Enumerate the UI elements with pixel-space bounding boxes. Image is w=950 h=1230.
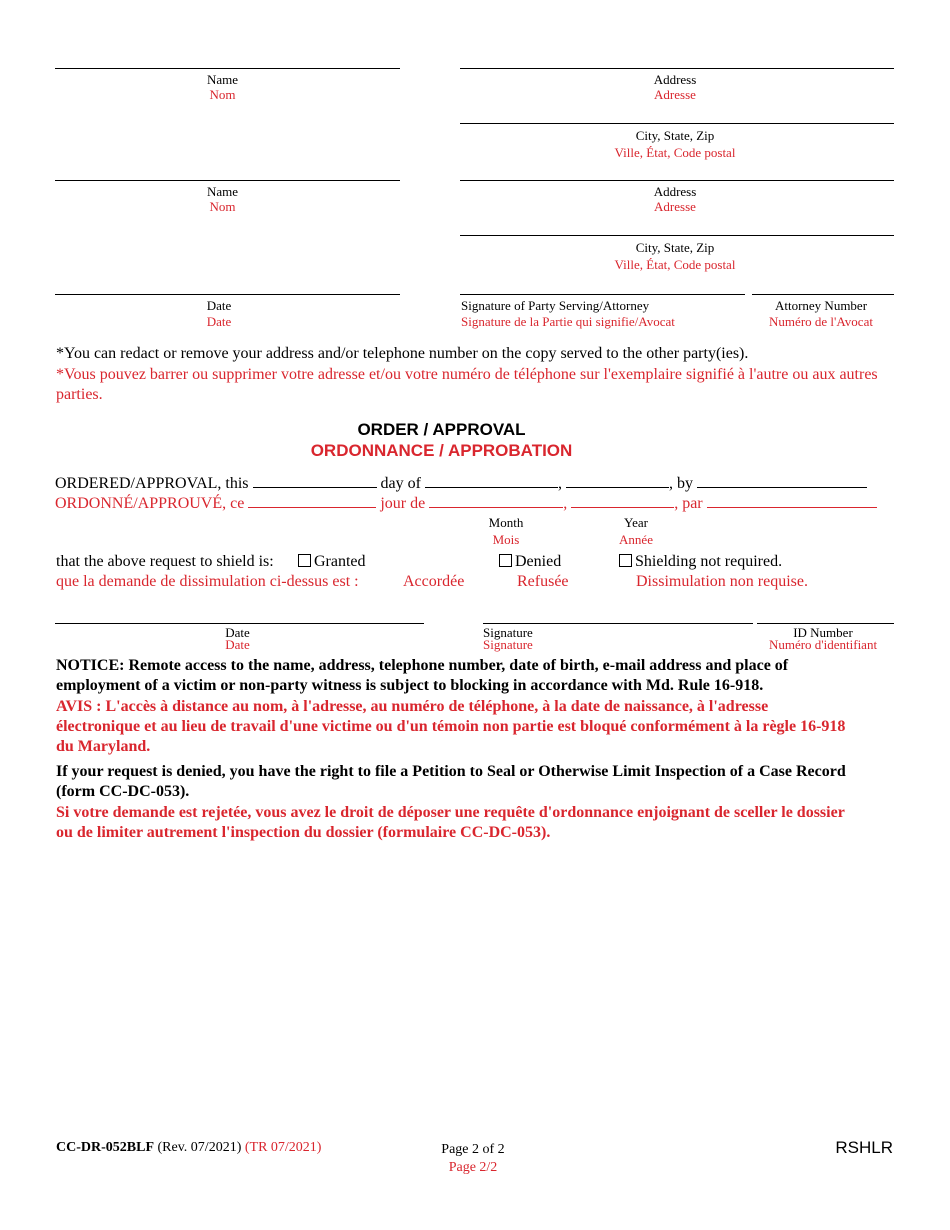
page-number bbox=[423, 1141, 523, 1177]
day-blank-fr[interactable] bbox=[248, 493, 376, 508]
month-caption bbox=[478, 514, 534, 548]
day-of-label-en: day of bbox=[380, 475, 421, 492]
name-label-1 bbox=[55, 72, 390, 102]
signature-serving-label-en: Signature of Party Serving/Attorney bbox=[461, 298, 650, 313]
ordered-row-en bbox=[55, 473, 867, 494]
order-signature-label-en: Signature bbox=[483, 625, 533, 640]
granted-option[interactable] bbox=[298, 552, 366, 572]
city-line-2[interactable] bbox=[460, 235, 894, 236]
denied-label-en: Denied bbox=[515, 553, 562, 570]
comma: , bbox=[563, 495, 568, 512]
not-required-label-en: Shielding not required. bbox=[635, 553, 783, 570]
comma: , bbox=[557, 475, 562, 492]
id-number-label bbox=[752, 627, 894, 651]
city-label-1 bbox=[460, 127, 890, 161]
order-signature-label bbox=[483, 627, 533, 651]
attorney-number-label bbox=[748, 298, 894, 330]
year-blank-fr[interactable] bbox=[571, 493, 674, 508]
attorney-number-line[interactable] bbox=[752, 294, 894, 295]
city-label-en: City, State, Zip bbox=[635, 128, 715, 143]
id-number-label-fr: Numéro d'identifiant bbox=[768, 637, 878, 652]
address-label-2 bbox=[460, 184, 890, 214]
ordered-label-en: ORDERED/APPROVAL, this bbox=[55, 475, 249, 492]
id-number-label-en: ID Number bbox=[793, 625, 853, 640]
not-required-checkbox[interactable] bbox=[619, 554, 632, 567]
address-label-en: Address bbox=[653, 184, 697, 199]
attorney-number-label-fr: Numéro de l'Avocat bbox=[769, 314, 873, 329]
denied-notice-fr: Si votre demande est rejetée, vous avez le droit de déposer une requête d'ordonnance enjoignant de sceller le dossier ou de limiter autrement l'inspection du dossier (formulaire CC-DC-053). bbox=[56, 804, 845, 841]
name-label-en: Name bbox=[206, 184, 239, 199]
year-caption-en: Year bbox=[624, 515, 648, 530]
redact-note-fr: *Vous pouvez barrer ou supprimer votre adresse et/ou votre numéro de téléphone sur l'exemplaire signifié à l'autre ou aux autres parties. bbox=[56, 366, 878, 403]
ordered-label-fr: ORDONNÉ/APPROUVÉ, ce bbox=[55, 495, 245, 512]
address-line-2[interactable] bbox=[460, 180, 894, 181]
form-id-code: CC-DR-052BLF bbox=[56, 1140, 154, 1155]
page-number-en: Page 2 of 2 bbox=[441, 1142, 505, 1157]
request-label-en: that the above request to shield is: bbox=[56, 553, 274, 570]
day-blank[interactable] bbox=[253, 473, 377, 488]
day-of-label-fr: jour de bbox=[380, 495, 426, 512]
order-heading-en: ORDER / APPROVAL bbox=[357, 420, 526, 439]
city-label-fr: Ville, État, Code postal bbox=[614, 257, 736, 272]
denied-notice-en: If your request is denied, you have the right to file a Petition to Seal or Otherwise Limit Inspection of a Case Record (form CC-DC-053). bbox=[56, 763, 846, 800]
notice-fr: AVIS : L'accès à distance au nom, à l'adresse, au numéro de téléphone, à la date de naissance, à l'adresse électronique et au lieu de travail d'une victime ou d'un témoin non partie est bloqué conformément à la règle 16-918 du Maryland. bbox=[56, 698, 846, 755]
attorney-number-label-en: Attorney Number bbox=[774, 298, 868, 313]
signature-serving-label-fr: Signature de la Partie qui signifie/Avocat bbox=[461, 314, 675, 329]
order-date-line[interactable] bbox=[55, 623, 424, 624]
order-signature-line[interactable] bbox=[483, 623, 753, 624]
par-label-fr: , par bbox=[674, 495, 703, 512]
signature-serving-line[interactable] bbox=[460, 294, 745, 295]
form-id bbox=[56, 1140, 321, 1156]
id-number-line[interactable] bbox=[757, 623, 894, 624]
notice-en: NOTICE: Remote access to the name, address, telephone number, date of birth, e-mail address and place of employment of a victim or non-party witness is subject to blocking in accordance with Md. Rule 16-918. bbox=[56, 657, 789, 694]
by-blank[interactable] bbox=[697, 473, 867, 488]
year-blank[interactable] bbox=[566, 473, 669, 488]
order-date-label bbox=[55, 627, 420, 651]
granted-checkbox[interactable] bbox=[298, 554, 311, 567]
order-signature-label-fr: Signature bbox=[483, 637, 533, 652]
month-blank[interactable] bbox=[425, 473, 558, 488]
signature-serving-label bbox=[461, 298, 675, 330]
granted-label-en: Granted bbox=[314, 553, 366, 570]
date-label-fr: Date bbox=[206, 314, 232, 329]
by-label-en: , by bbox=[668, 475, 693, 492]
address-line-1[interactable] bbox=[460, 68, 894, 69]
redact-note-en: *You can redact or remove your address and/or telephone number on the copy served to the other party(ies). bbox=[56, 345, 749, 362]
address-label-fr: Adresse bbox=[654, 199, 696, 214]
denied-option[interactable] bbox=[499, 552, 561, 572]
denied-checkbox[interactable] bbox=[499, 554, 512, 567]
address-label-fr: Adresse bbox=[654, 87, 696, 102]
year-caption bbox=[608, 514, 664, 548]
name-label-en: Name bbox=[206, 72, 239, 87]
not-required-option[interactable] bbox=[619, 552, 782, 572]
name-label-fr: Nom bbox=[209, 87, 236, 102]
name-line-1[interactable] bbox=[55, 68, 400, 69]
city-line-1[interactable] bbox=[460, 123, 894, 124]
form-translation-rev: (TR 07/2021) bbox=[244, 1140, 322, 1155]
city-label-en: City, State, Zip bbox=[635, 240, 715, 255]
ordered-row-fr bbox=[55, 493, 877, 514]
order-heading-fr: ORDONNANCE / APPROBATION bbox=[310, 441, 573, 460]
name-line-2[interactable] bbox=[55, 180, 400, 181]
by-blank-fr[interactable] bbox=[707, 493, 877, 508]
city-label-fr: Ville, État, Code postal bbox=[614, 145, 736, 160]
form-revision: (Rev. 07/2021) bbox=[157, 1140, 242, 1155]
not-required-label-fr: Dissimulation non requise. bbox=[636, 573, 808, 590]
order-date-label-en: Date bbox=[225, 625, 250, 640]
date-label-en: Date bbox=[206, 298, 232, 313]
city-label-2 bbox=[460, 239, 890, 273]
month-blank-fr[interactable] bbox=[429, 493, 563, 508]
form-code: RSHLR bbox=[835, 1138, 893, 1157]
address-label-en: Address bbox=[653, 72, 697, 87]
month-caption-fr: Mois bbox=[492, 532, 520, 547]
request-label-fr: que la demande de dissimulation ci-dessus est : bbox=[56, 573, 359, 590]
date-label bbox=[55, 298, 383, 330]
granted-label-fr: Accordée bbox=[403, 573, 465, 590]
year-caption-fr: Année bbox=[619, 532, 653, 547]
address-label-1 bbox=[460, 72, 890, 102]
name-label-fr: Nom bbox=[209, 199, 236, 214]
month-caption-en: Month bbox=[488, 515, 524, 530]
denied-label-fr: Refusée bbox=[517, 573, 569, 590]
date-line[interactable] bbox=[55, 294, 400, 295]
page-number-fr: Page 2/2 bbox=[448, 1160, 498, 1175]
order-date-label-fr: Date bbox=[225, 637, 250, 652]
name-label-2 bbox=[55, 184, 390, 214]
